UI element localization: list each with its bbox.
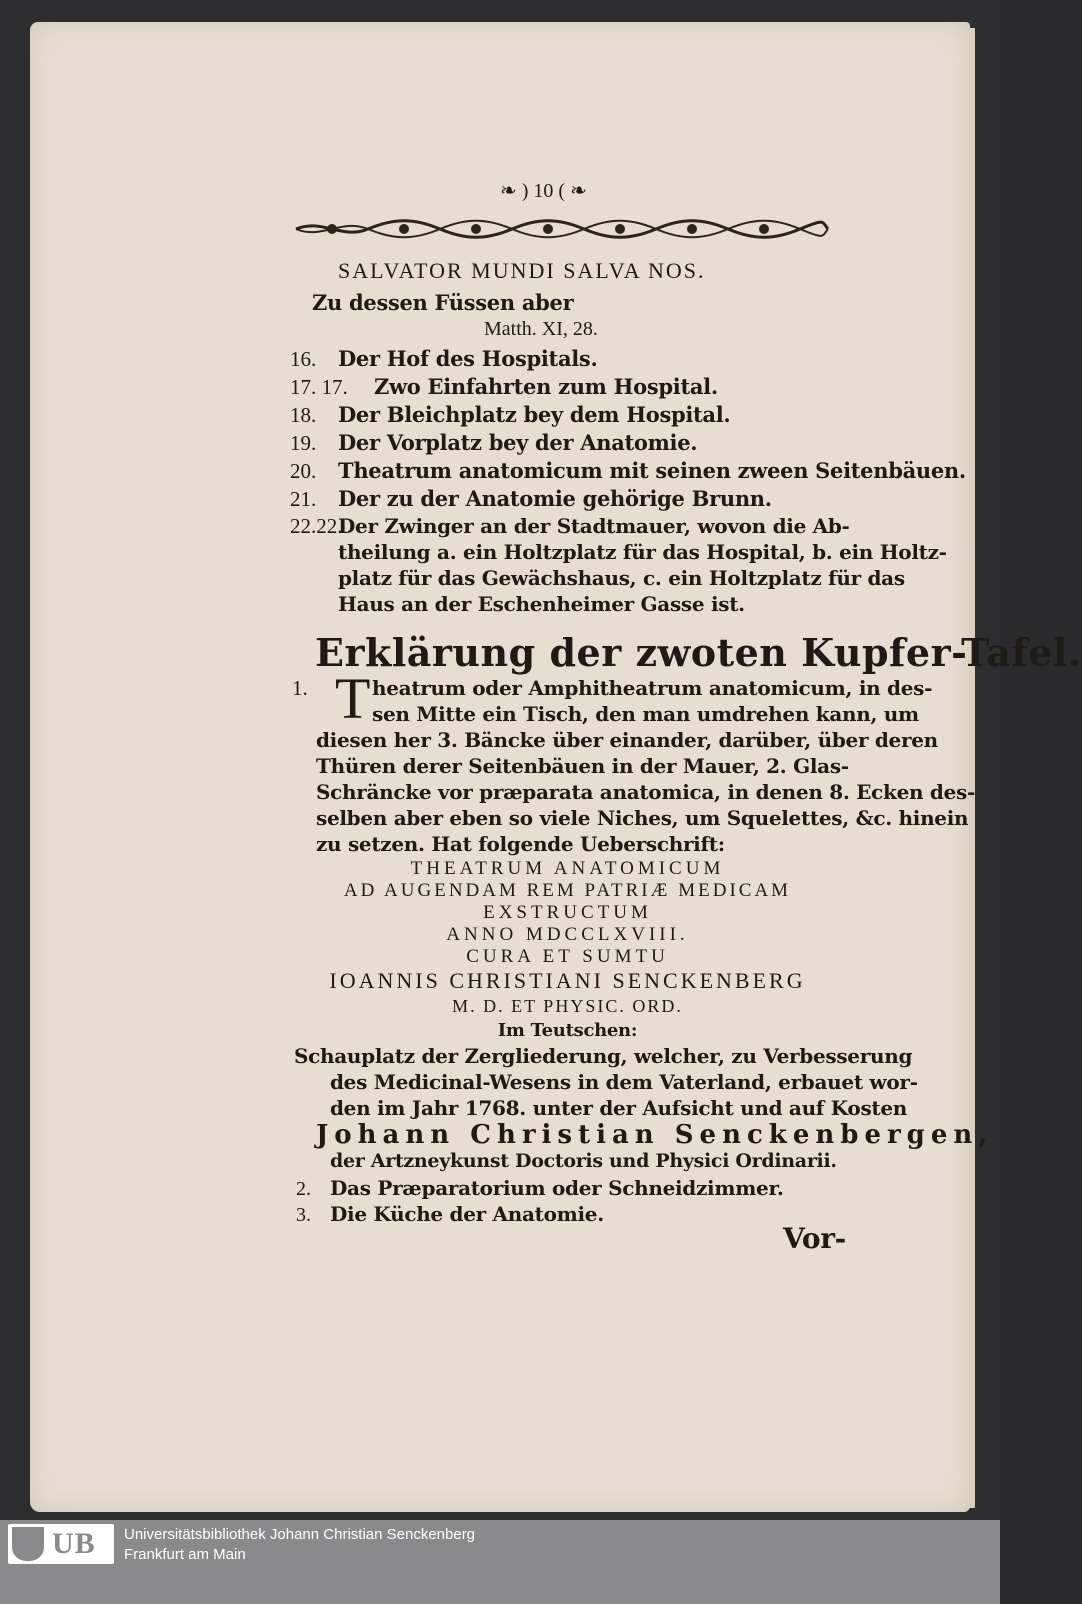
- list-item: [290, 458, 966, 484]
- german-line-2: des Medicinal-Wesens in dem Vaterland, erbauet wor-: [330, 1070, 918, 1094]
- bible-reference: Matth. XI, 28.: [484, 318, 598, 340]
- list-item: [290, 402, 730, 428]
- body-line-1: heatrum oder Amphitheatrum anatomicum, in des-: [372, 676, 933, 700]
- item-number: 18.: [290, 403, 317, 427]
- drop-cap: T: [335, 666, 371, 731]
- item-number: 17. 17.: [290, 375, 348, 399]
- list-item: [290, 514, 343, 539]
- item-number: 19.: [290, 431, 317, 455]
- item-number: 20.: [290, 459, 317, 483]
- item-text: Zwo Einfahrten zum Hospital.: [374, 374, 718, 399]
- item22-line-1: Der Zwinger an der Stadtmauer, wovon die Ab-: [338, 514, 850, 538]
- item-number: 16.: [290, 347, 317, 371]
- body-line-2: sen Mitte ein Tisch, den man umdrehen kann, um: [372, 702, 919, 726]
- inscription-line: ANNO MDCCLXVIII.: [446, 924, 689, 945]
- name-line: Johann Christian Senckenbergen,: [316, 1120, 994, 1150]
- list-item: [290, 430, 697, 456]
- item-number: 21.: [290, 487, 317, 511]
- body-line-6: selben aber eben so viele Niches, um Squelettes, &c. hinein: [316, 806, 969, 830]
- page-number-header: ❧ ) 10 ( ❧: [500, 180, 587, 202]
- item-text: Das Præparatorium oder Schneidzimmer.: [330, 1176, 784, 1200]
- list-item: [296, 1202, 604, 1227]
- item-number: 3.: [296, 1204, 311, 1226]
- body-line-7: zu setzen. Hat folgende Ueberschrift:: [316, 832, 725, 856]
- inscription-line: EXSTRUCTUM: [483, 902, 652, 923]
- list-item: [290, 486, 772, 512]
- item-text: Die Küche der Anatomie.: [330, 1202, 604, 1226]
- german-line-1: Schauplatz der Zergliederung, welcher, zu Verbesserung: [294, 1044, 913, 1068]
- body-line-5: Schräncke vor præparata anatomica, in denen 8. Ecken des-: [316, 780, 975, 804]
- list-item: [290, 346, 597, 372]
- library-location: Frankfurt am Main: [124, 1546, 246, 1563]
- subline: Zu dessen Füssen aber: [312, 290, 574, 315]
- senckenberg-portrait-icon: [12, 1527, 44, 1561]
- item22-line-4: Haus an der Eschenheimer Gasse ist.: [338, 592, 745, 616]
- item-number: 2.: [296, 1178, 311, 1200]
- logo-text: UB: [52, 1527, 96, 1560]
- section-heading: Erklärung der zwoten Kupfer-Tafel.: [315, 630, 1082, 675]
- item-text: Der zu der Anatomie gehörige Brunn.: [338, 486, 772, 511]
- library-logo[interactable]: [8, 1524, 114, 1564]
- list-item: [290, 374, 718, 400]
- item-text: Der Hof des Hospitals.: [338, 346, 598, 371]
- item-number: 1.: [292, 676, 308, 700]
- inscription-line: CURA ET SUMTU: [466, 946, 669, 967]
- library-name[interactable]: Universitätsbibliothek Johann Christian Senckenberg: [124, 1526, 476, 1543]
- item-text: Der Bleichplatz bey dem Hospital.: [338, 402, 731, 427]
- inscription-line: AD AUGENDAM REM PATRIÆ MEDICAM: [343, 880, 792, 901]
- inscription-line: THEATRUM ANATOMICUM: [410, 858, 725, 879]
- list-item: [296, 1176, 784, 1201]
- ornament-border: [292, 216, 832, 242]
- inscription-line: IOANNIS CHRISTIANI SENCKENBERG: [329, 968, 806, 993]
- inscription-line: M. D. ET PHYSIC. ORD.: [452, 996, 683, 1016]
- german-label: Im Teutschen:: [497, 1020, 638, 1041]
- item-number: 22.22.: [290, 514, 343, 538]
- item22-line-3: platz für das Gewächshaus, c. ein Holtzplatz für das: [338, 566, 905, 590]
- body-line-4: Thüren derer Seitenbäuen in der Mauer, 2. Glas-: [316, 754, 849, 778]
- item22-line-2: theilung a. ein Holtzplatz für das Hospital, b. ein Holtz-: [338, 540, 947, 564]
- german-line-4: der Artzneykunst Doctoris und Physici Ordinarii.: [330, 1150, 837, 1172]
- german-line-3: den im Jahr 1768. unter der Aufsicht und auf Kosten: [330, 1096, 908, 1120]
- body-line-3: diesen her 3. Bäncke über einander, darüber, über deren: [316, 728, 938, 752]
- motto: SALVATOR MUNDI SALVA NOS.: [338, 258, 706, 283]
- item-text: Der Vorplatz bey der Anatomie.: [338, 430, 698, 455]
- item-text: Theatrum anatomicum mit seinen zween Seitenbäuen.: [338, 458, 966, 483]
- catchword: Vor-: [783, 1222, 847, 1255]
